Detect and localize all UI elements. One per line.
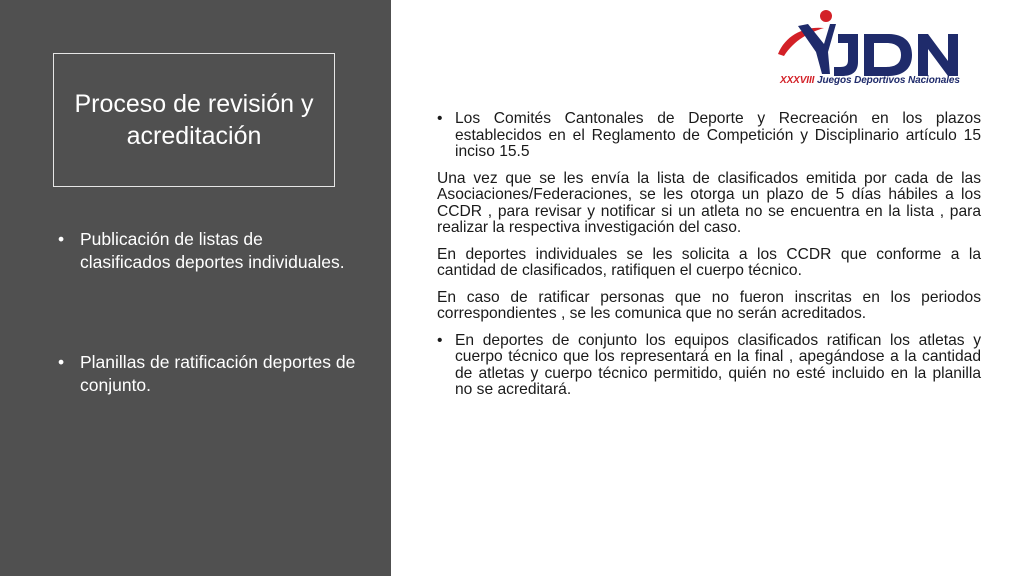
list-item [58, 228, 358, 273]
left-panel [0, 0, 391, 576]
logo-caption [780, 75, 980, 86]
left-bullet-list [58, 228, 358, 396]
bullet-icon: • [58, 229, 65, 249]
paragraph: En caso de ratificar personas que no fueron inscritas en los periodos correspondientes , se les comunica que no serán acreditados. [437, 288, 981, 322]
paragraph: Una vez que se les envía la lista de clasificados emitida por cada de las Asociaciones/Federaciones, se les otorga un plazo de 5 días hábiles a los CCDR , para revisar y notificar si un atleta no se encuentra en la lista , para realizar la respectiva investigación del caso. [437, 169, 981, 236]
logo-caption-text: Juegos Deportivos Nacionales [817, 75, 960, 86]
athlete-head-icon [820, 10, 832, 22]
athlete-body-icon [798, 24, 836, 74]
letter-d-icon [864, 34, 912, 76]
letter-n-icon [918, 34, 958, 76]
bullet-icon: • [437, 331, 443, 349]
paragraph: En deportes individuales se les solicita a los CCDR que conforme a la cantidad de clasificados, ratifiquen el cuerpo técnico. [437, 245, 981, 279]
list-item [58, 351, 358, 396]
slide-title: Proceso de revisión y acreditación [74, 90, 314, 150]
logo-caption-roman: XXXVIII [780, 75, 815, 86]
list-item [437, 111, 981, 161]
bullet-icon: • [437, 110, 443, 127]
right-bullet-1: Los Comités Cantonales de Deporte y Recreación en los plazos establecidos en el Reglamento de Competición y Disciplinario artículo 15 inciso 15.5 [455, 110, 981, 160]
left-bullet-text: Planillas de ratificación deportes de conjunto. [80, 352, 356, 395]
left-bullet-text: Publicación de listas de clasificados deportes individuales. [80, 229, 345, 272]
title-box [53, 53, 335, 187]
right-bullet-2: En deportes de conjunto los equipos clasificados ratifican los atletas y cuerpo técnico que los representará en la final , apegándose a la cantidad de atletas y cuerpo técnico permitido, quién no esté incluido en la planilla no se acreditará. [455, 331, 981, 398]
bullet-icon: • [58, 352, 65, 372]
right-content [437, 111, 981, 409]
list-item [437, 333, 981, 399]
letter-j-icon [834, 34, 858, 76]
